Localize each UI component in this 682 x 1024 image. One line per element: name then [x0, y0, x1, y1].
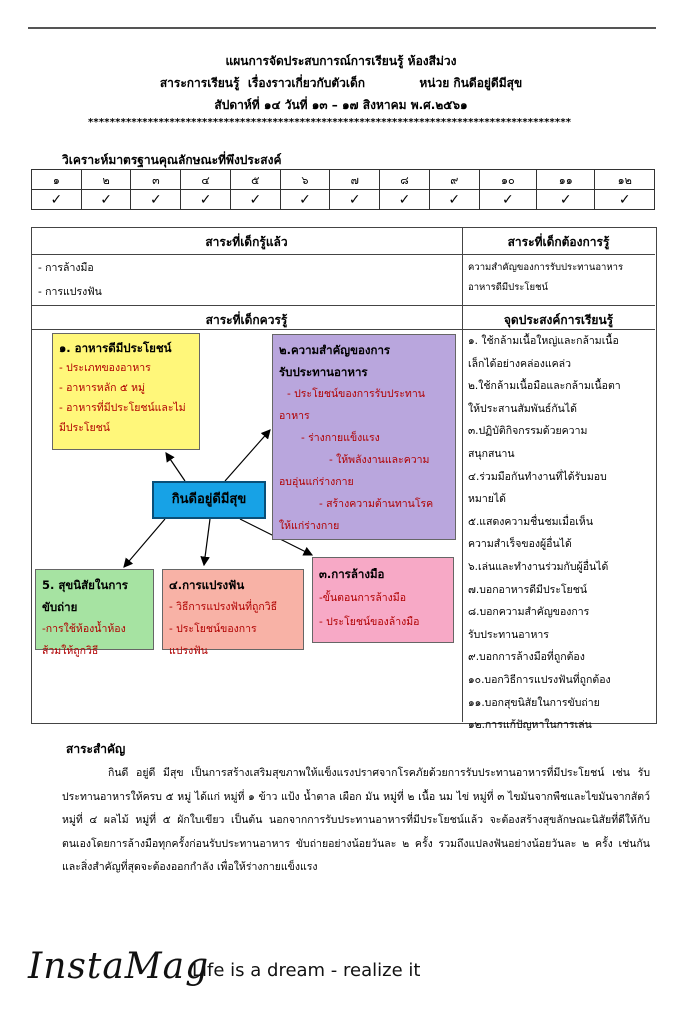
- objective-line: ๑. ใช้กล้ามเนื้อใหญ่และกล้ามเนื้อ: [468, 335, 619, 347]
- objective-line: ให้ประสานสัมพันธ์กันได้: [468, 402, 577, 415]
- eating-title: ๒.ความสำคัญของการ: [279, 343, 391, 357]
- teeth-item: - ประโยชน์ของการ: [169, 623, 257, 635]
- objective-line: ๑๒.การแก้ปัญหาในการเล่น: [468, 719, 592, 732]
- standard-number: ๘: [380, 170, 430, 190]
- hand-box: [312, 557, 454, 643]
- eating-item: อบอุ่นแก่ร่างกาย: [279, 476, 354, 488]
- arrow-to-eating: [225, 430, 270, 481]
- objective-line: หมายได้: [468, 493, 506, 506]
- eating-item: - ร่างกายแข็งแรง: [301, 432, 380, 444]
- center-topic: กินดีอยู่ดีมีสุข: [152, 481, 266, 519]
- standard-number: ๗: [330, 170, 380, 190]
- check-mark: ✓: [537, 190, 595, 210]
- check-mark: ✓: [429, 190, 479, 210]
- objective-line: ๕.แสดงความชื่นชมเมื่อเห็น: [468, 515, 594, 528]
- standard-number: ๑๒: [595, 170, 655, 190]
- arrow-to-teeth: [204, 519, 210, 565]
- objective-line: ความสำเร็จของผู้อื่นได้: [468, 538, 572, 551]
- teeth-title: ๔.การแปรงฟัน: [169, 578, 245, 592]
- standard-number: ๑๐: [479, 170, 536, 190]
- eating-item: อาหาร: [279, 410, 310, 422]
- check-mark: ✓: [479, 190, 536, 210]
- food-box: [52, 333, 200, 450]
- eating-item: - ประโยชน์ของการรับประทาน: [287, 388, 425, 400]
- standard-number: ๑: [32, 170, 82, 190]
- check-mark: ✓: [595, 190, 655, 210]
- food-title: ๑. อาหารดีมีประโยชน์: [59, 341, 172, 355]
- learned-title: สาระที่เด็กรู้แล้ว: [205, 235, 288, 249]
- standard-number: ๖: [280, 170, 330, 190]
- star-divider: *****************************************************************************************: [88, 117, 572, 128]
- hand-title: ๓.การล้างมือ: [319, 567, 385, 581]
- toilet-item: ส้วมให้ถูกวิธี: [42, 645, 99, 657]
- food-item: - อาหารหลัก ๕ หมู่: [59, 382, 145, 394]
- check-mark: ✓: [81, 190, 131, 210]
- standard-number: ๓: [131, 170, 181, 190]
- eating-title-2: รับประทานอาหาร: [279, 365, 368, 379]
- arrow-to-toilet: [124, 519, 165, 567]
- standard-number: ๕: [230, 170, 280, 190]
- food-item: - อาหารที่มีประโยชน์และไม่: [59, 402, 186, 414]
- hand-item: - ประโยชน์ของล้างมือ: [319, 616, 420, 628]
- objective-line: เล็กได้อย่างคล่องแคล่ว: [468, 357, 571, 370]
- key-concept-text: กินดี อยู่ดี มีสุข เป็นการสร้างเสริมสุขภาพให้แข็งแรงปราศจากโรคภัยด้วยการรับประทานอาหารที่มีประโยชน์ เช่น รับประทานอาหารให้ครบ ๕ หมู่ ได้แก่ หมู่ที่ ๑ ข้าว แป้ง น้ำตาล เผือก มัน หมู่ที่ ๒ เนื้อ นม ไข่ หมู่ที่ ๓ ไขมันจากพืชและไขมันจากสัตว์ หมู่ที่ ๔ ผลไม้ หมู่ที่ ๕ ผักใบเขียว เป็นต้น นอกจากการรับประทานอาหารที่มีประโยชน์แล้ว จะต้องสร้างสุขลักษณะนิสัยที่ดีให้กับตนเองโดยการล้างมือทุกครั้งก่อนรับประทานอาหาร ขับถ่ายอย่างน้อยวันละ ๒ ครั้ง รวมถึงแปลงฟันอย่างน้อยวันละ ๒ ครั้ง เช่นกัน และสิ่งสำคัญที่สุดจะต้องออกกำลัง เพื่อให้ร่างกายแข็งแรง: [62, 767, 650, 873]
- learned-item: - การล้างมือ: [38, 262, 94, 274]
- tagline: Life is a dream - realize it: [192, 960, 421, 981]
- key-concept-title: สาระสำคัญ: [66, 742, 126, 756]
- toilet-title: 5. สุขนิสัยในการ: [42, 578, 128, 592]
- plan-title: แผนการจัดประสบการณ์การเรียนรู้ ห้องสีม่วง: [225, 54, 457, 68]
- plan-subject: สาระการเรียนรู้ เรื่องราวเกี่ยวกับตัวเด็ก หน่วย กินดีอยู่ดีมีสุข: [159, 76, 523, 90]
- want-item: ความสำคัญของการรับประทานอาหาร: [468, 262, 624, 273]
- check-mark: ✓: [280, 190, 330, 210]
- check-mark: ✓: [380, 190, 430, 210]
- objective-line: รับประทานอาหาร: [468, 628, 549, 641]
- toilet-title-2: ขับถ่าย: [42, 600, 78, 614]
- brand-logo: InstaMag: [28, 946, 210, 987]
- learned-item: - การแปรงฟัน: [38, 286, 102, 298]
- hand-item: -ขั้นตอนการล้างมือ: [319, 592, 407, 604]
- check-mark: ✓: [32, 190, 82, 210]
- objective-line: ๙.บอกการล้างมือที่ถูกต้อง: [468, 651, 585, 664]
- toilet-box: [35, 569, 154, 657]
- objective-line: ๔.ร่วมมือกันทำงานที่ได้รับมอบ: [468, 470, 607, 483]
- teeth-box: [162, 569, 304, 657]
- standard-number: ๙: [429, 170, 479, 190]
- toilet-item: -การใช้ห้องน้ำห้อง: [42, 623, 126, 635]
- should-title: สาระที่เด็กควรรู้: [205, 313, 288, 327]
- objective-line: ๗.บอกอาหารดีมีประโยชน์: [468, 583, 588, 596]
- check-mark: ✓: [131, 190, 181, 210]
- objective-line: สนุกสนาน: [468, 447, 515, 460]
- check-mark: ✓: [230, 190, 280, 210]
- standards-label: วิเคราะห์มาตรฐานคุณลักษณะที่พึงประสงค์: [62, 153, 282, 167]
- arrow-to-food: [166, 453, 185, 481]
- eating-item: - สร้างความต้านทานโรค: [319, 498, 434, 510]
- want-title: สาระที่เด็กต้องการรู้: [507, 235, 610, 249]
- teeth-item: แปรงฟัน: [169, 645, 208, 657]
- objective-line: ๘.บอกความสำคัญของการ: [468, 606, 590, 619]
- food-item: มีประโยชน์: [59, 422, 110, 434]
- objective-line: ๖.เล่นและทำงานร่วมกับผู้อื่นได้: [468, 560, 609, 573]
- eating-box: [272, 334, 456, 540]
- objectives-title: จุดประสงค์การเรียนรู้: [503, 313, 614, 327]
- objective-line: ๑๑.บอกสุขนิสัยในการขับถ่าย: [468, 696, 600, 709]
- objective-line: ๒.ใช้กล้ามเนื้อมือและกล้ามเนื้อตา: [468, 380, 621, 393]
- food-item: - ประเภทของอาหาร: [59, 362, 151, 374]
- objective-line: ๑๐.บอกวิธีการแปรงฟันที่ถูกต้อง: [468, 673, 611, 686]
- eating-item: - ให้พลังงานและความ: [329, 454, 430, 466]
- check-mark: ✓: [181, 190, 231, 210]
- want-item: อาหารดีมีประโยชน์: [468, 282, 549, 293]
- objective-line: ๓.ปฏิบัติกิจกรรมด้วยความ: [468, 425, 588, 438]
- teeth-item: - วิธีการแปรงฟันที่ถูกวิธี: [169, 601, 278, 613]
- plan-week: สัปดาห์ที่ ๑๔ วันที่ ๑๓ – ๑๗ สิงหาคม พ.ศ.๒๕๖๑: [214, 98, 468, 112]
- standard-number: ๒: [81, 170, 131, 190]
- check-mark: ✓: [330, 190, 380, 210]
- standard-number: ๑๑: [537, 170, 595, 190]
- eating-item: ให้แก่ร่างกาย: [279, 520, 340, 532]
- objectives-list: [468, 330, 652, 737]
- standard-number: ๔: [181, 170, 231, 190]
